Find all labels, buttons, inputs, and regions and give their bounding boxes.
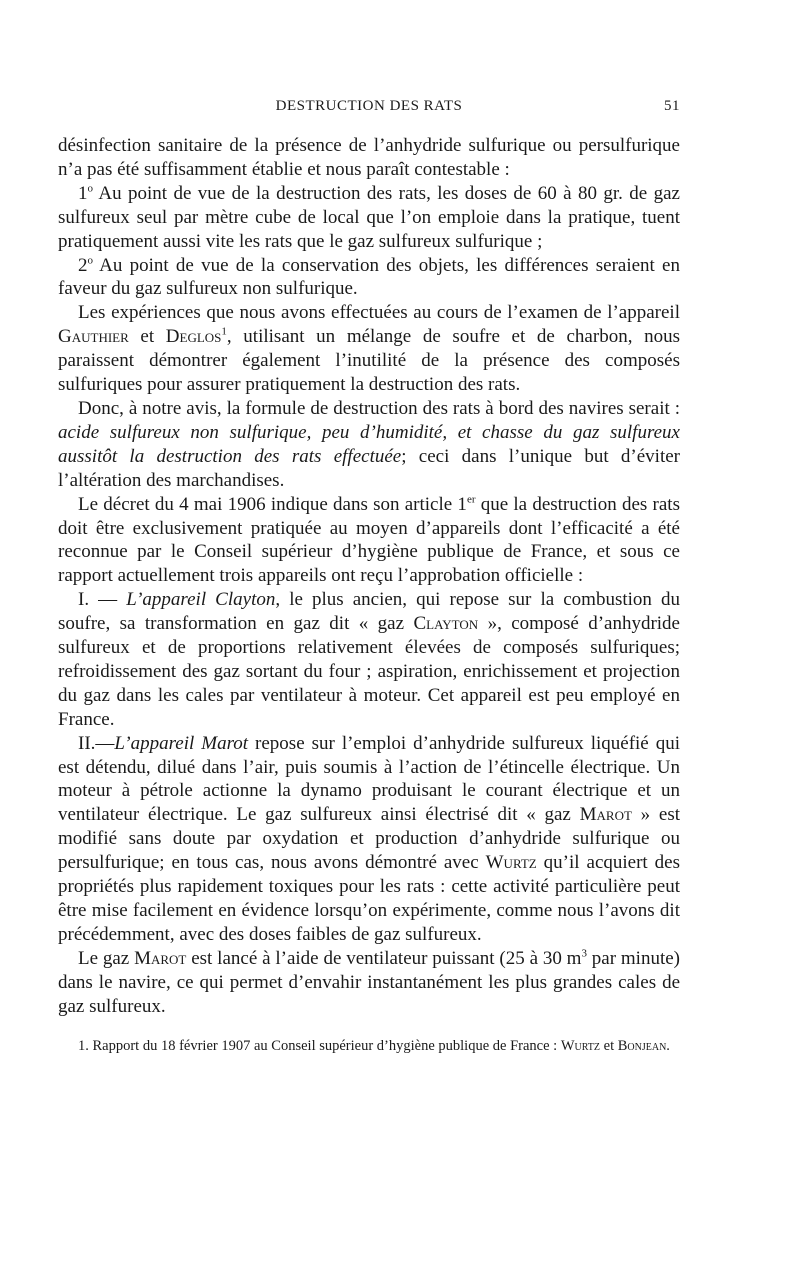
- paragraph-clayton: I. — L’appareil Clayton, le plus ancien, qui repose sur la combustion du soufre, sa transformation en gaz dit « gaz Clayton », composé d’anhydride sulfureux et de proportions relativement élevées de composés sulfuriques; refroidissement des gaz sortant du four ; aspiration, enrichissement et projection du gaz dans les cales par ventilateur à moteur. Cet appareil est peu employé en France.: [58, 589, 680, 730]
- footnote-text: 1. Rapport du 18 février 1907 au Conseil supérieur d’hygiène publique de France : Wurtz et Bonjean.: [78, 1037, 670, 1054]
- italic-formula: acide sulfureux non sulfurique, peu d’humidité, et chasse du gaz sulfureux aussitôt la destruction des rats effectuée: [58, 421, 680, 467]
- paragraph-continuation: désinfection sanitaire de la présence de l’anhydride sulfurique ou persulfurique n’a pas été suffisamment établie et nous paraît contestable :: [58, 135, 680, 180]
- paragraph-point-2: 2$^o$ Au point de vue de la conservation des objets, les différences seraient en faveur du gaz sulfureux non sulfurique.: [58, 254, 680, 300]
- paragraph-marot-gas: Le gaz Marot est lancé à l’aide de ventilateur puissant (25 à 30 $m^3$ par minute) dans le navire, ce qui permet d’envahir instantanément les plus grandes cales de gaz sulfureux.: [58, 947, 681, 1017]
- page-number: 51: [664, 98, 680, 114]
- paragraph-marot: II.—L’appareil Marot repose sur l’emploi d’anhydride sulfureux liquéfié qui est détendu, dilué dans l’air, puis soumis à l’action de l’étincelle électrique. Un moteur à pétrole actionne la dynamo produisant le courant électrique et un ventilateur électrique. Le gaz sulfureux ainsi électrisé dit « gaz Marot » est modifié sans doute par oxydation et production d’anhydride sulfurique ou persulfurique; en tous cas, nous avons démontré avec Wurtz qu’il acquiert des propriétés plus rapidement toxiques pour les rats : cette activité particulière peut être mise facilement en évidence lorsqu’on expérimente, comme nous l’avons dit précédemment, avec des doses faibles de gaz sulfureux.: [58, 732, 681, 945]
- author-name: Deglos: [165, 326, 222, 348]
- running-title: DESTRUCTION DES RATS: [275, 98, 463, 114]
- italic-apparatus-name: L’appareil Marot: [114, 732, 249, 754]
- author-name: Bonjean: [617, 1037, 667, 1054]
- author-name: Wurtz: [560, 1037, 601, 1054]
- body-text: [58, 134, 680, 1019]
- footnote: [58, 1036, 680, 1057]
- gas-name: Marot: [134, 947, 187, 969]
- running-header: [58, 98, 680, 124]
- paragraph-formula: Donc, à notre avis, la formule de destruction des rats à bord des navires serait : acide sulfureux non sulfurique, peu d’humidité, et chasse du gaz sulfureux aussitôt la destruction des rats effectuée; ceci dans l’unique but d’éviter l’altération des marchandises.: [58, 397, 680, 491]
- paragraph-point-1: 1$^o$ Au point de vue de la destruction des rats, les doses de 60 à 80 gr. de gaz sulfureux seul par mètre cube de local que l’on emploie dans la pratique, tuent pratiquement aussi vite les rats que le gaz sulfureux sulfurique ;: [58, 182, 680, 252]
- book-page: [58, 98, 680, 1057]
- gas-name: Marot: [579, 804, 632, 826]
- author-name: Wurtz: [485, 852, 537, 874]
- author-name: Gauthier: [58, 326, 129, 348]
- paragraph-experiences: Les expériences que nous avons effectuées au cours de l’examen de l’appareil Gauthier et Deglos$^1$, utilisant un mélange de soufre et de charbon, nous paraissent démontrer également l’inutilité de la présence des composés sulfuriques pour assurer pratiquement la destruction des rats.: [58, 302, 680, 396]
- paragraph-decree: Le décret du 4 mai 1906 indique dans son article 1er que la destruction des rats doit être exclusivement pratiquée au moyen d’appareils dont l’efficacité a été reconnue par le Conseil supérieur d’hygiène publique de France, et sous ce rapport actuellement trois appareils ont reçu l’approbation officielle :: [58, 493, 680, 587]
- gas-name: Clayton: [413, 613, 479, 635]
- italic-apparatus-name: L’appareil Clayton: [126, 589, 276, 611]
- footnote-marker: 1: [221, 325, 227, 338]
